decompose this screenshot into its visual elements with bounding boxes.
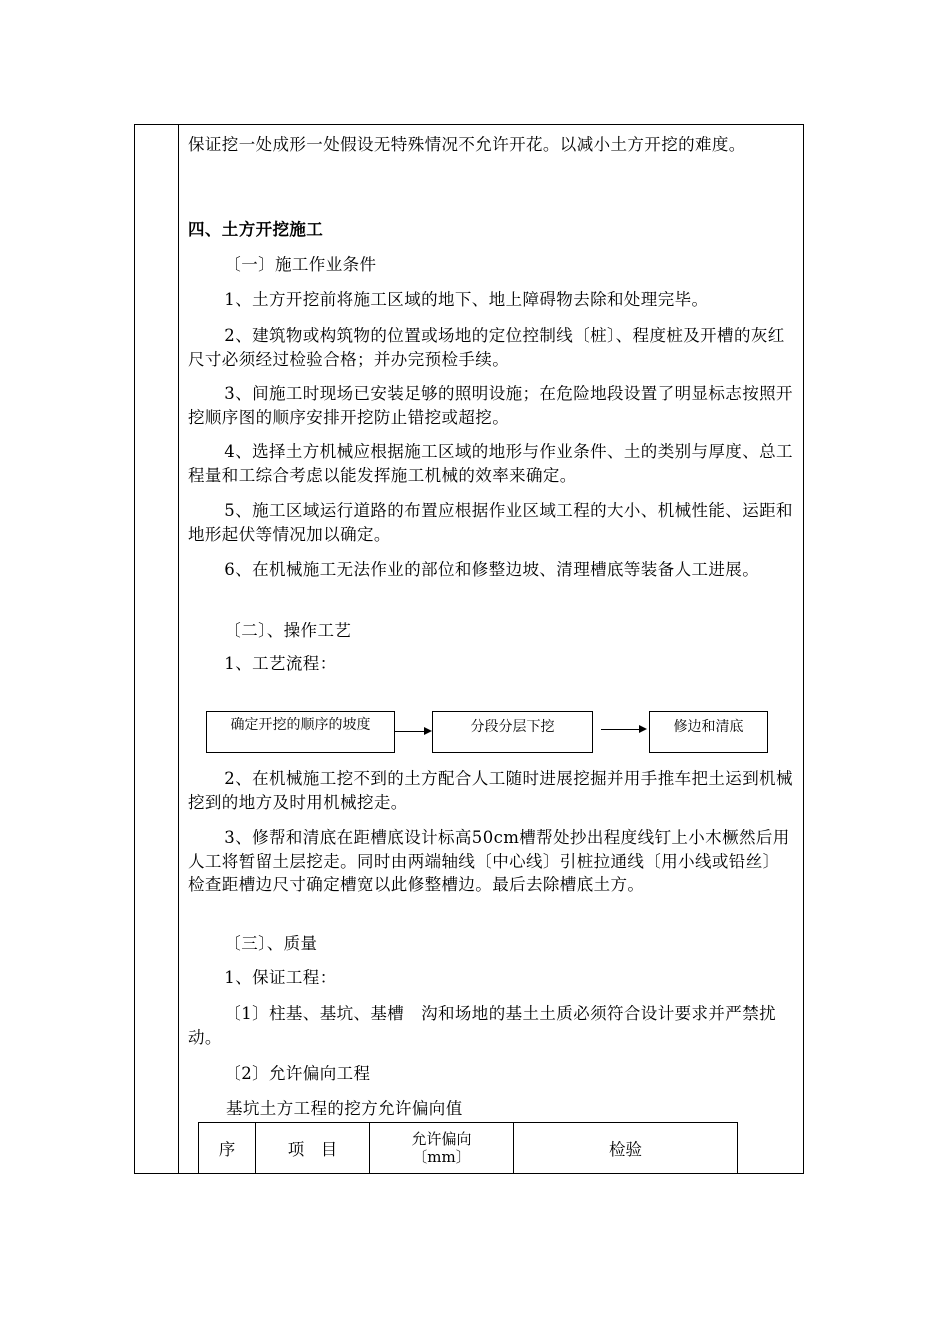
- condition-item-5: 5、施工区域运行道路的布置应根据作业区域工程的大小、机械性能、运距和地形起伏等情况加以确定。: [188, 501, 793, 544]
- section-heading: 四、土方开挖施工: [188, 220, 324, 239]
- flow-arrow-2-line: [601, 729, 639, 730]
- subsection-heading-2: 〔二〕、操作工艺: [224, 621, 352, 640]
- process-flow-label: 1、工艺流程：: [224, 654, 337, 673]
- table-header-item: 项 目: [256, 1123, 370, 1173]
- condition-item-4: 4、选择土方机械应根据施工区域的地形与作业条件、土的类别与厚度、总工程量和工综合考虑以能发挥施工机械的效率来确定。: [188, 442, 793, 485]
- flow-step-1: 确定开挖的顺序的坡度: [206, 711, 395, 753]
- deviation-table: [198, 1122, 738, 1174]
- condition-item-2: 2、建筑物或构筑物的位置或场地的定位控制线〔桩〕、程度桩及开槽的灰红尺寸必须经过检验合格；并办完预检手续。: [188, 326, 785, 369]
- process-item-3: 3、修帮和清底在距槽底设计标高50cm槽帮处抄出程度线钉上小木橛然后用人工将暂留土层挖走。同时由两端轴线〔中心线〕引桩拉通线〔用小线或铅丝〕检查距槽边尺寸确定槽宽以此修整槽边。最后去除槽底土方。: [188, 828, 790, 894]
- flow-arrow-2-icon: [639, 725, 647, 733]
- condition-item-3: 3、间施工时现场已安装足够的照明设施；在危险地段设置了明显标志按照开挖顺序图的顺序安排开挖防止错挖或超挖。: [188, 384, 793, 427]
- condition-item-1: 1、土方开挖前将施工区域的地下、地上障碍物去除和处理完毕。: [224, 290, 709, 309]
- table-header-inspection: 检验: [609, 1140, 642, 1159]
- flow-arrow-1-icon: [424, 727, 432, 735]
- quality-item-1: 1、保证工程：: [224, 968, 337, 987]
- table-caption: 基坑土方工程的挖方允许偏向值: [226, 1099, 463, 1118]
- flow-step-2: 分段分层下挖: [432, 711, 593, 753]
- flow-arrow-1-line: [395, 731, 424, 732]
- subsection-heading-3: 〔三〕、质量: [224, 934, 318, 953]
- paragraph-intro: 保证挖一处成形一处假设无特殊情况不允许开花。以减小土方开挖的难度。: [188, 135, 746, 154]
- quality-item-1-1: 〔1〕柱基、基坑、基槽 沟和场地的基土土质必须符合设计要求并严禁扰动。: [188, 1004, 776, 1047]
- subsection-heading-1: 〔一〕施工作业条件: [224, 255, 377, 274]
- quality-item-1-2: 〔2〕允许偏向工程: [224, 1064, 371, 1083]
- table-header-deviation: 允许偏向〔mm〕: [370, 1123, 514, 1173]
- table-header-index: 序: [199, 1123, 256, 1173]
- process-item-2: 2、在机械施工挖不到的土方配合人工随时进展挖掘并用手推车把土运到机械挖到的地方及时用机械挖走。: [188, 769, 793, 812]
- left-column-divider: [178, 124, 179, 1174]
- flow-step-3: 修边和清底: [649, 711, 768, 753]
- condition-item-6: 6、在机械施工无法作业的部位和修整边坡、清理槽底等装备人工进展。: [224, 560, 760, 579]
